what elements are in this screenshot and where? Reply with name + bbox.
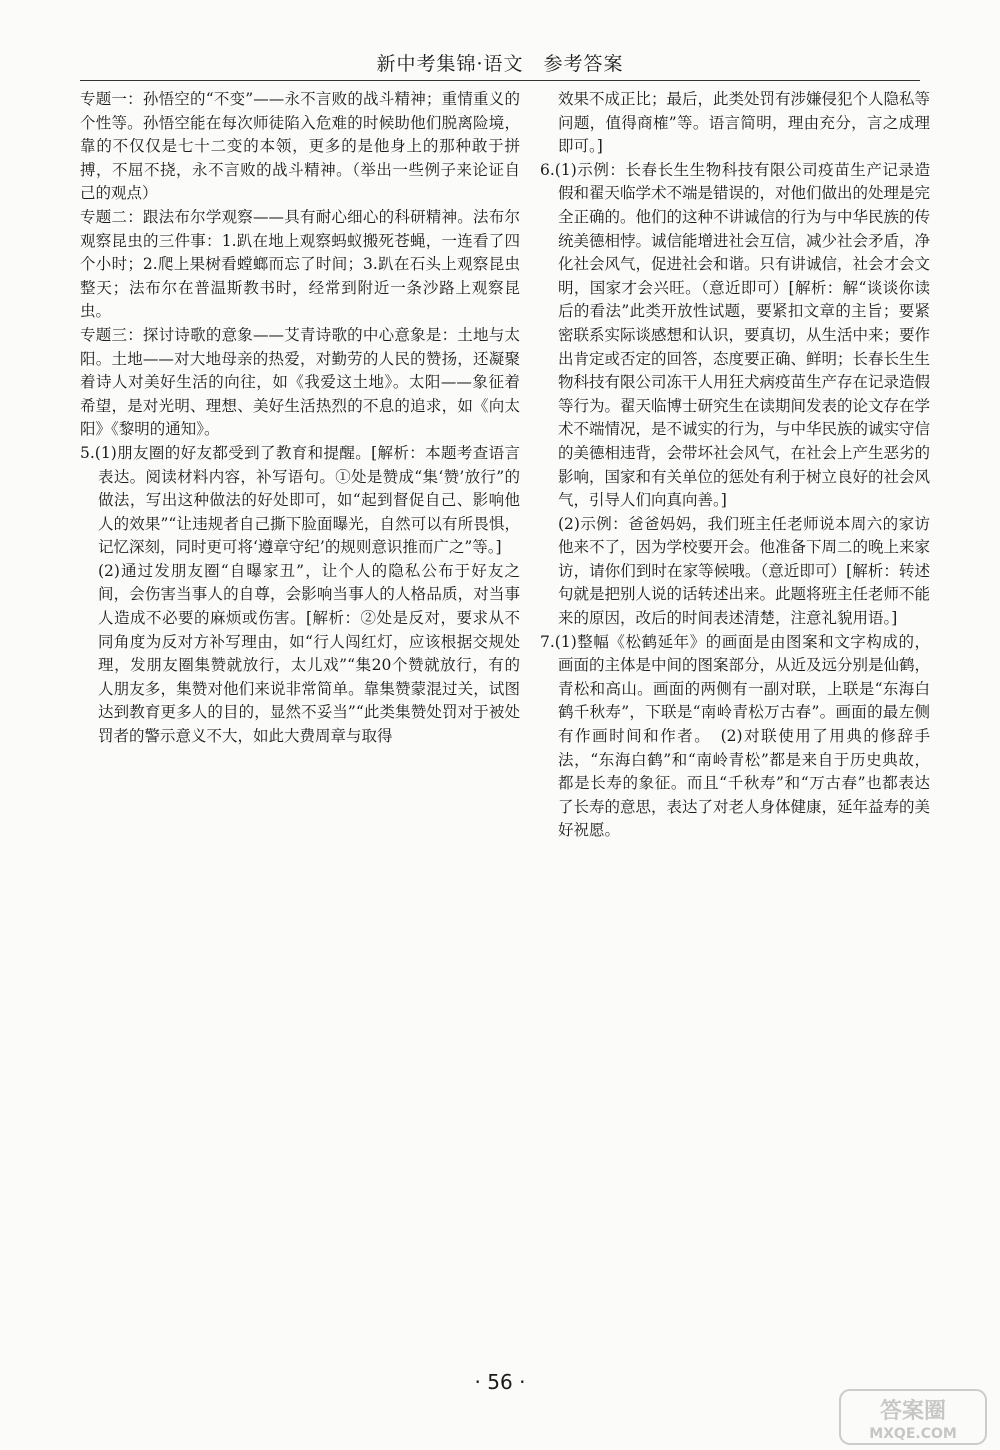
watermark-logo [838,1388,988,1446]
answer-5-part-2: (2)通过发朋友圈“自曝家丑”，让个人的隐私公布于好友之间，会伤害当事人的自尊，会影响当事人的人格品质，对当事人造成不必要的麻烦或伤害。[解析：②处是反对，要求从不同角度为反对方补写理由，如“行人闯红灯，应该根据交规处理，发朋友圈集赞就放行，太儿戏”“集20个赞就放行，有的人朋友多，集赞对他们来说非常简单。靠集赞蒙混过关，试图达到教育更多人的目的，显然不妥当”“此类集赞处罚对于被处罚者的警示意义不大，如此大费周章与取得 [98,561,520,746]
left-column [80,88,520,749]
topic-one-paragraph: 专题一：孙悟空的“不变”——永不言败的战斗精神；重情重义的个性等。孙悟空能在每次师徒陷入危难的时候助他们脱离险境，靠的不仅仅是七十二变的本领，更多的是他身上的那种敢于拼搏，不屈不挠，永不言败的战斗精神。（举出一些例子来论证自己的观点） [80,90,520,203]
page-number: · 56 · [474,1370,526,1394]
answer-5-continuation: 效果不成正比；最后，此类处罚有涉嫌侵犯个人隐私等问题，值得商榷”等。语言简明，理由充分，言之成理即可。] [558,90,931,156]
svg-text:答案圈: 答案圈 [879,1399,947,1424]
answer-6-part-2: (2)示例：爸爸妈妈，我们班主任老师说本周六的家访他来不了，因为学校要开会。他准备下周二的晚上来家访，请你们到时在家等候哦。（意近即可）[解析：转述句就是把别人说的话转述出来。此题将班主任老师不能来的原因，改后的时间表述清楚，注意礼貌用语。] [558,514,931,628]
answer-7: 7.(1)整幅《松鹤延年》的画面是由图案和文字构成的，画面的主体是中间的图案部分，从近及远分别是仙鹤，青松和高山。画面的两侧有一副对联，上联是“东海白鹤千秋寿”，下联是“南岭青松万古春”。画面的最左侧有作画时间和作者。 (2)对联使用了用典的修辞手法，“东海白鹤”和“南岭青松”都是来自于历史典故，都是长寿的象征。而且“千秋寿”和“万古春”也都表达了长寿的意思，表达了对老人身体健康，延年益寿的美好祝愿。 [540,632,931,840]
header-title: 新中考集锦·语文 参考答案 [376,53,624,75]
svg-text:MXQE.COM: MXQE.COM [869,1426,957,1442]
running-header [80,50,920,81]
right-column [540,88,930,843]
answer-5-part-1: 5.(1)朋友圈的好友都受到了教育和提醒。[解析：本题考查语言表达。阅读材料内容，补写语句。①处是赞成“集‘赞’放行”的做法，写出这种做法的好处即可，如“起到督促自己、影响他人的效果”“让违规者自己撕下脸面曝光，自然可以有所畏惧，记忆深刻，同时更可将‘遵章守纪’的规则意识推而广之”等。] [80,443,520,557]
answer-6-part-1: 6.(1)示例：长春长生生物科技有限公司疫苗生产记录造假和翟天临学术不端是错误的，对他们做出的处理是完全正确的。他们的这种不讲诚信的行为与中华民族的传统美德相悖。诚信能增进社会互信，减少社会矛盾，净化社会风气，促进社会和谐。只有讲诚信，社会才会文明，国家才会兴旺。（意近即可）[解析：解“谈谈你读后的看法”此类开放性试题，要紧扣文章的主旨；要紧密联系实际谈感想和认识，要真切，从生活中来；要作出肯定或否定的回答，态度要正确、鲜明；长春长生生物科技有限公司冻干人用狂犬病疫苗生产存在记录造假等行为。翟天临博士研究生在读期间发表的论文存在学术不端情况，是不诚实的行为，与中华民族的诚实守信的美德相违背，会带坏社会风气，在社会上产生恶劣的影响，国家和有关单位的惩处有利于树立良好的社会风气，引导人们向真向善。] [540,160,931,510]
topic-three-paragraph: 专题三：探讨诗歌的意象——艾青诗歌的中心意象是：土地与太阳。土地——对大地母亲的热爱，对勤劳的人民的赞扬，还凝聚着诗人对美好生活的向往，如《我爱这土地》。太阳——象征着希望，是对光明、理想、美好生活热烈的不息的追求，如《向太阳》《黎明的通知》。 [80,325,520,439]
topic-two-paragraph: 专题二：跟法布尔学观察——具有耐心细心的科研精神。法布尔观察昆虫的三件事：1.趴在地上观察蚂蚁搬死苍蝇，一连看了四个小时；2.爬上果树看螳螂而忘了时间；3.趴在石头上观察昆虫整天；法布尔在普温斯教书时，经常到附近一条沙路上观察昆虫。 [80,207,520,321]
